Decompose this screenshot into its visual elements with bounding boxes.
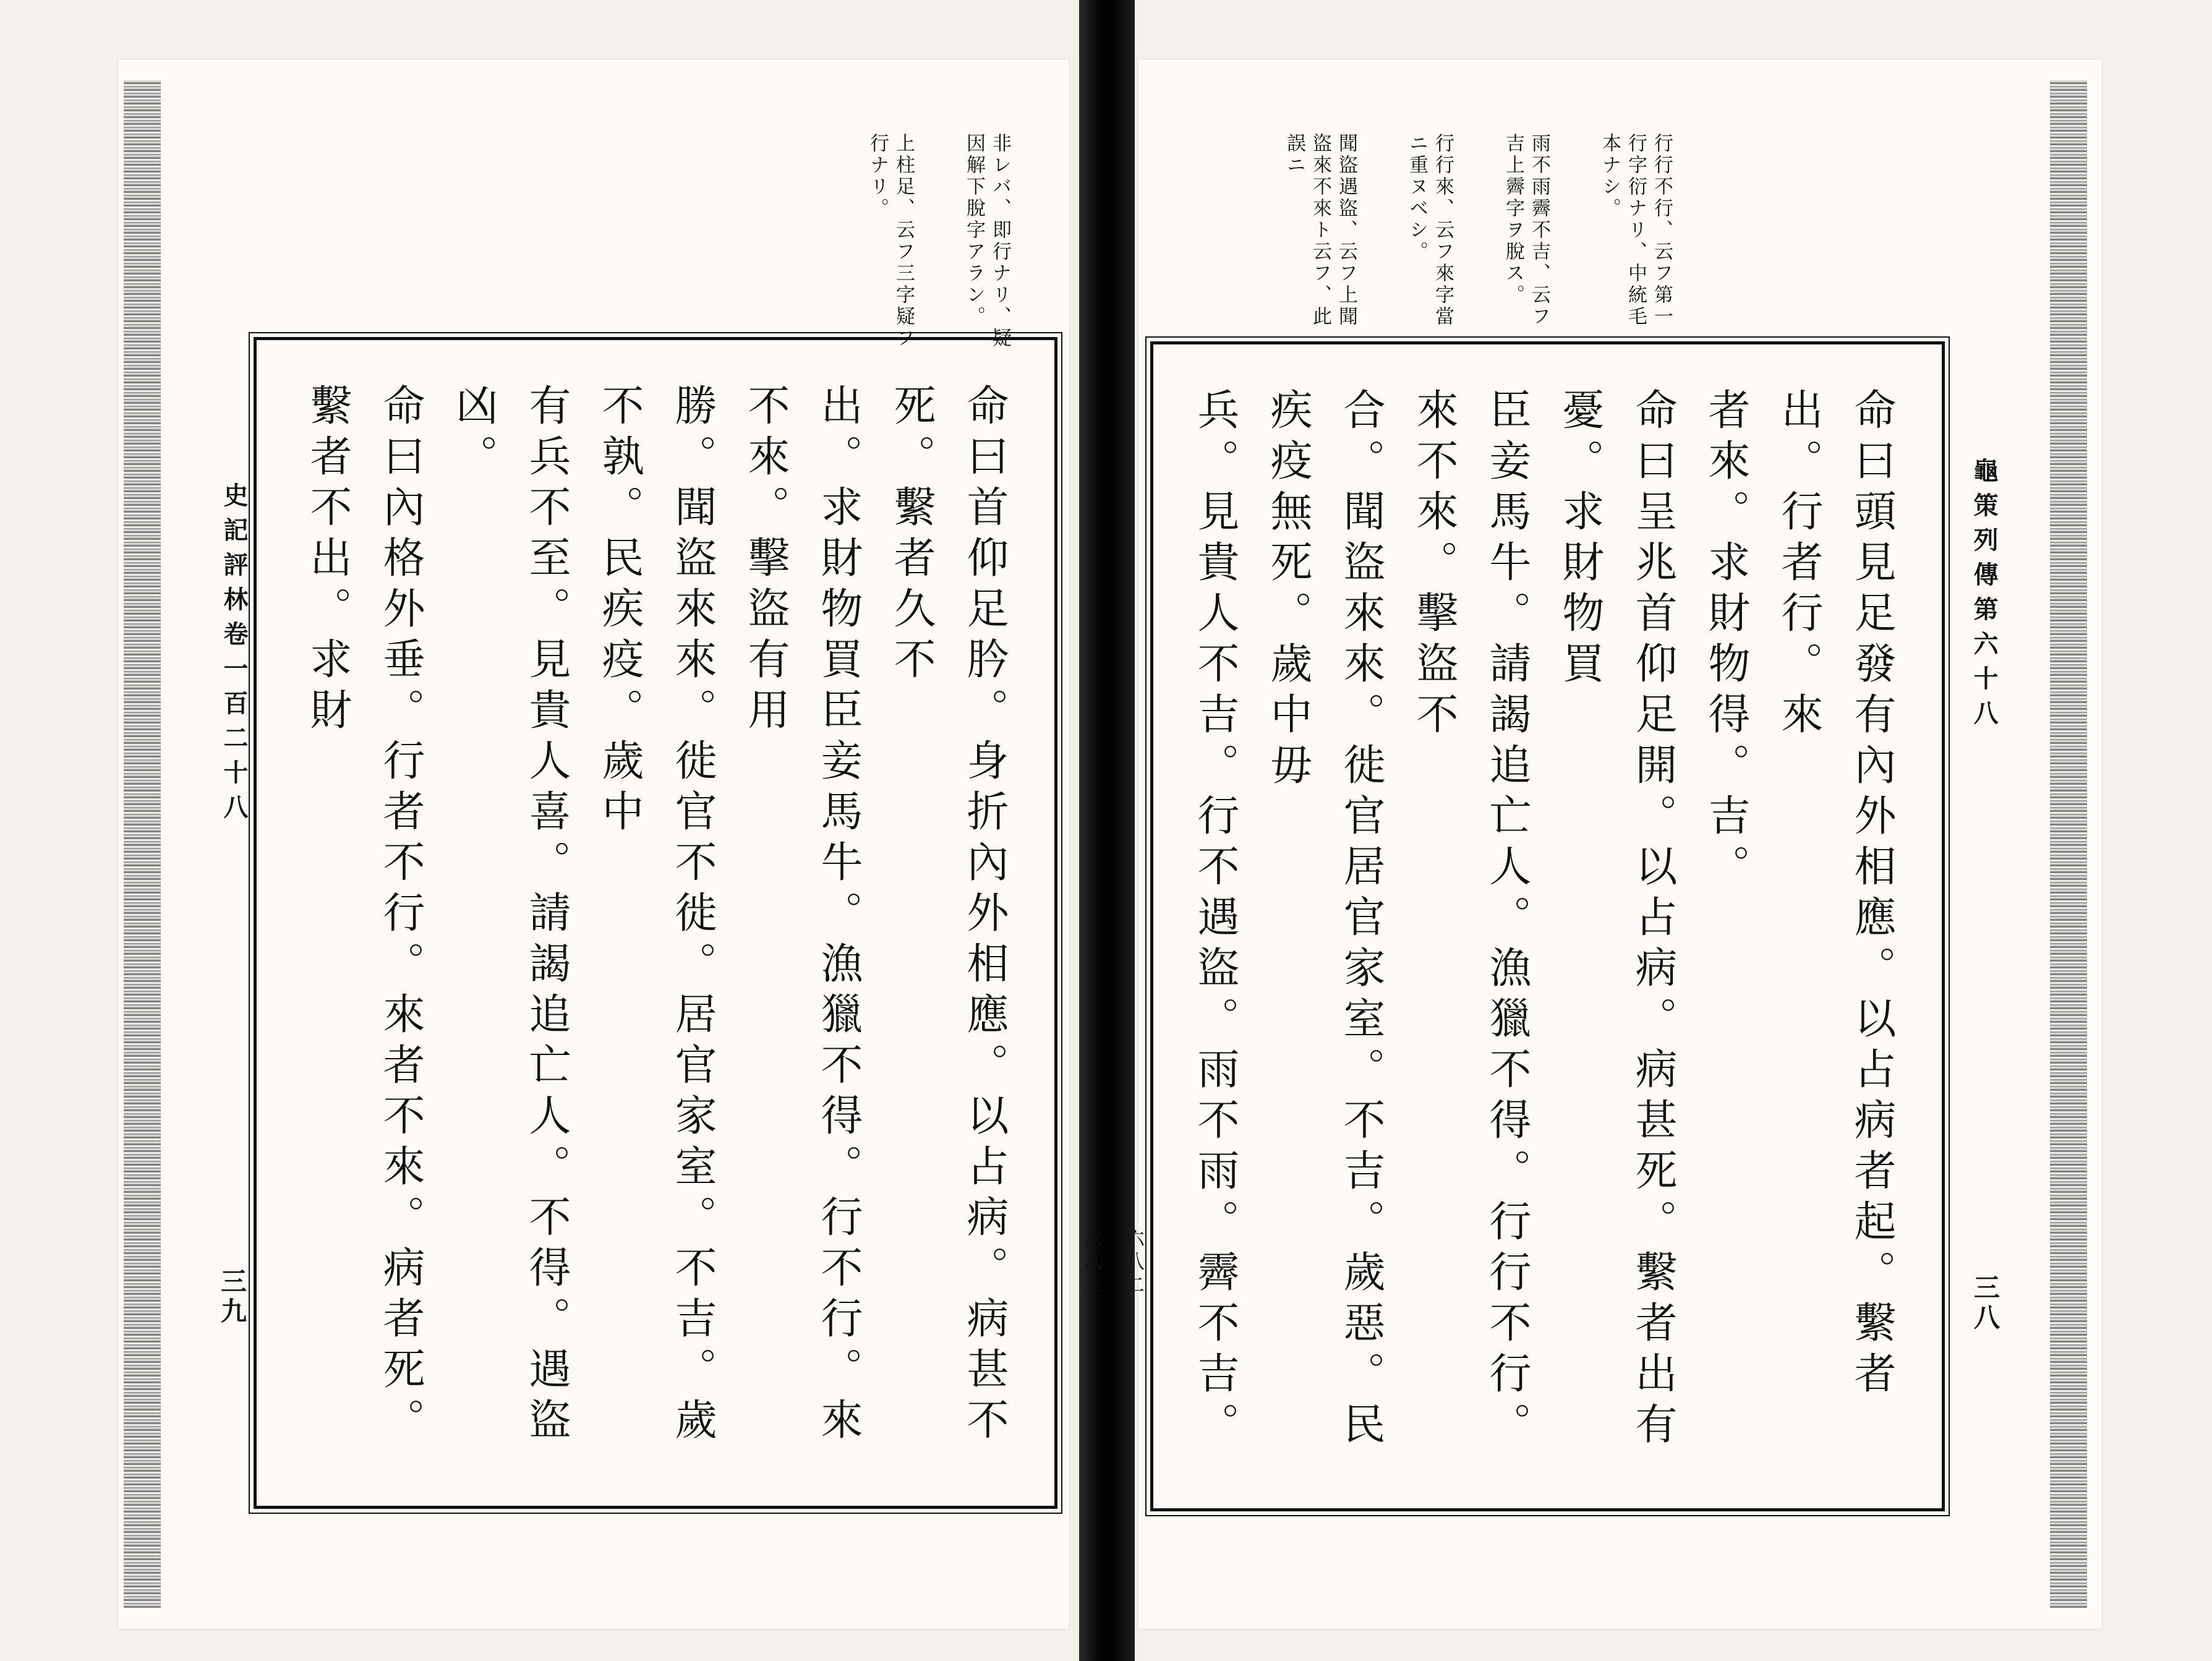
left-running-head: 史記評林卷一百二十八 [220,482,249,829]
text-column: 臣妾馬牛。請謁追亡人。漁獵不得。行行不行。來不來。擊盜不 [1409,388,1531,1453]
right-note: 行行來、云フ來字當ニ重ヌベシ。 [1406,133,1454,328]
left-page-number: 三九 [217,1268,247,1327]
left-note: 上柱足、云フ三字疑フ行ナリ。 [866,133,915,349]
right-body-text [1178,388,1908,1484]
left-text-frame [254,337,1057,1509]
text-column: 命曰頭見足發有內外相應。以占病者起。繫者出。行者行。來 [1774,388,1896,1402]
text-column: 者來。求財物得。吉。 [1701,388,1750,895]
right-note: 行行不行、云フ第一行字衍ナリ、中統毛本ナシ。 [1599,133,1673,328]
left-header-notes [532,133,1039,356]
text-column: 有兵不至。見貴人喜。請謁追亡人。不得。遇盜凶。 [449,383,571,1448]
right-note: 聞盜遇盜、云フ上聞盜來不來ト云フ、此誤ニ [1283,133,1357,328]
left-folio: 六八三 [1080,1228,1103,1298]
text-column: 出。求財物買臣妾馬牛。漁獵不得。行不行。來不來。擊盜有用 [741,383,863,1448]
text-column [281,383,291,1481]
book-gutter [1079,0,1135,1661]
right-folio: 六八二 [1122,1228,1145,1298]
text-column: 合。聞盜來來。徙官居官家室。不吉。歲惡。民疾疫無死。歲中毋 [1263,388,1385,1453]
right-text-frame [1150,341,1945,1511]
text-column: 命曰呈兆首仰足開。以占病。病甚死。繫者出有憂。求財物買 [1555,388,1677,1453]
right-note: 雨不雨霽不吉、云フ吉上霽字ヲ脫ス。 [1502,133,1550,328]
right-running-head: 龜策列傳第六十八 [1970,458,1999,735]
right-scan-edge [2050,80,2087,1608]
right-page-number: 三八 [1970,1274,2001,1333]
text-column: 勝。聞盜來來。徙官不徙。居官家室。不吉。歲不孰。民疾疫。歲中 [595,383,717,1448]
text-column: 兵。見貴人不吉。行不遇盜。雨不雨。霽不吉。 [1190,388,1239,1453]
text-column: 命曰內格外垂。行者不行。來者不來。病者死。繫者不出。求財 [303,383,425,1448]
left-body-text [281,383,1020,1481]
left-note: 非レバ、即行ナリ、疑因解下脫字アラン。 [963,133,1011,349]
left-scan-edge [124,80,161,1608]
text-column: 命曰首仰足肣。身折內外相應。以占病。病甚不死。繫者久不 [887,383,1009,1448]
right-header-notes [1175,133,1701,346]
